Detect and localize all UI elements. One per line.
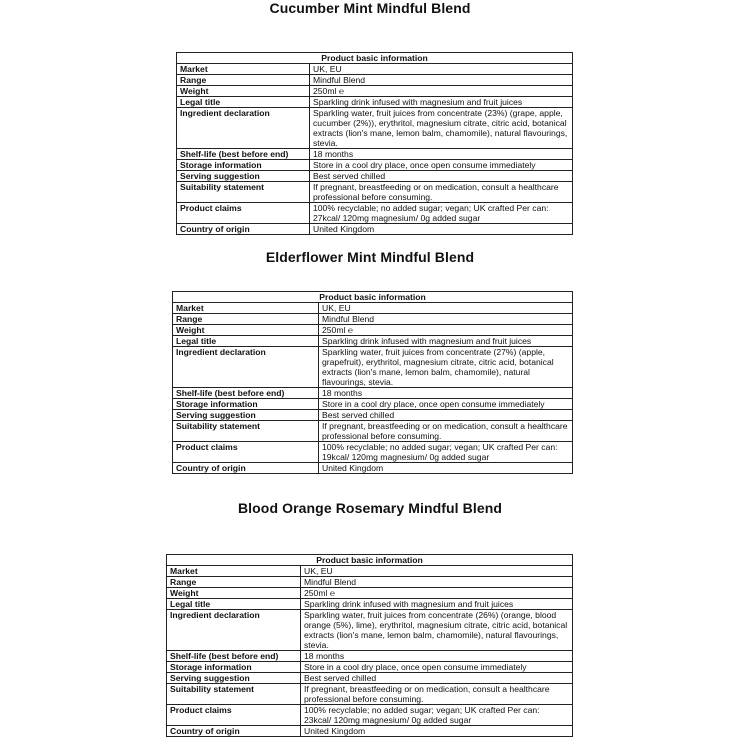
- row-value: If pregnant, breastfeeding or on medication, consult a healthcare professional before consuming.: [301, 684, 573, 705]
- row-value: 250ml ℮: [310, 86, 573, 97]
- table-row: [173, 336, 573, 347]
- table-row: [167, 577, 573, 588]
- table-row: [173, 303, 573, 314]
- table-row: [167, 726, 573, 737]
- row-value: Best served chilled: [301, 673, 573, 684]
- row-value: Sparkling water, fruit juices from concentrate (26%) (orange, blood orange (5%), lime), erythritol, magnesium citrate, citric acid, botanical extracts (lion's mane, lemon balm, chamomile), natural flavourings, stevia.: [301, 610, 573, 651]
- row-value: 100% recyclable; no added sugar; vegan; UK crafted Per can: 27kcal/ 120mg magnesium/ 0g added sugar: [310, 203, 573, 224]
- table-row: [177, 160, 573, 171]
- row-label: Product claims: [177, 203, 310, 224]
- row-value: 100% recyclable; no added sugar; vegan; UK crafted Per can: 23kcal/ 120mg magnesium/ 0g added sugar: [301, 705, 573, 726]
- table-row: [177, 171, 573, 182]
- row-value: Mindful Blend: [319, 314, 573, 325]
- row-label: Market: [177, 64, 310, 75]
- table-row: [173, 463, 573, 474]
- row-value: United Kingdom: [310, 224, 573, 235]
- row-label: Country of origin: [173, 463, 319, 474]
- row-value: UK, EU: [319, 303, 573, 314]
- table-row: [177, 64, 573, 75]
- row-value: Sparkling drink infused with magnesium and fruit juices: [319, 336, 573, 347]
- table-row: [167, 599, 573, 610]
- table-row: [177, 75, 573, 86]
- table-row: [177, 224, 573, 235]
- table-row: [167, 662, 573, 673]
- table-row: [173, 399, 573, 410]
- table-row: [177, 86, 573, 97]
- row-label: Storage information: [167, 662, 301, 673]
- row-value: Mindful Blend: [301, 577, 573, 588]
- row-label: Shelf-life (best before end): [177, 149, 310, 160]
- table-row: [167, 651, 573, 662]
- table-row: [167, 588, 573, 599]
- row-label: Weight: [173, 325, 319, 336]
- table-row: [173, 442, 573, 463]
- table-row: [177, 149, 573, 160]
- row-label: Legal title: [173, 336, 319, 347]
- table-header: Product basic information: [173, 292, 573, 303]
- row-label: Country of origin: [167, 726, 301, 737]
- row-value: If pregnant, breastfeeding or on medication, consult a healthcare professional before consuming.: [319, 421, 573, 442]
- row-label: Shelf-life (best before end): [173, 388, 319, 399]
- row-label: Serving suggestion: [177, 171, 310, 182]
- row-value: Best served chilled: [319, 410, 573, 421]
- table-row: [167, 673, 573, 684]
- table-header: Product basic information: [167, 555, 573, 566]
- product-title-elderflower-mint: Elderflower Mint Mindful Blend: [265, 249, 475, 265]
- row-label: Product claims: [173, 442, 319, 463]
- row-label: Ingredient declaration: [177, 108, 310, 149]
- row-value: 250ml ℮: [319, 325, 573, 336]
- row-value: If pregnant, breastfeeding or on medication, consult a healthcare professional before consuming.: [310, 182, 573, 203]
- row-label: Country of origin: [177, 224, 310, 235]
- table-row: [177, 97, 573, 108]
- row-label: Range: [167, 577, 301, 588]
- table-row: [177, 182, 573, 203]
- row-label: Storage information: [173, 399, 319, 410]
- row-value: United Kingdom: [319, 463, 573, 474]
- table-row: [173, 314, 573, 325]
- row-value: Sparkling water, fruit juices from concentrate (27%) (apple, grapefruit), erythritol, magnesium citrate, citric acid, botanical extracts (lion's mane, lemon balm, chamomile), natural flavourings, stevia.: [319, 347, 573, 388]
- row-label: Ingredient declaration: [167, 610, 301, 651]
- row-label: Shelf-life (best before end): [167, 651, 301, 662]
- row-value: 100% recyclable; no added sugar; vegan; UK crafted Per can: 19kcal/ 120mg magnesium/ 0g added sugar: [319, 442, 573, 463]
- table-row: [177, 203, 573, 224]
- row-label: Weight: [167, 588, 301, 599]
- product-title-cucumber-mint: Cucumber Mint Mindful Blend: [269, 0, 471, 16]
- row-value: Store in a cool dry place, once open consume immediately: [310, 160, 573, 171]
- table-row: [173, 388, 573, 399]
- row-value: United Kingdom: [301, 726, 573, 737]
- row-label: Product claims: [167, 705, 301, 726]
- row-label: Range: [177, 75, 310, 86]
- row-label: Suitability statement: [173, 421, 319, 442]
- row-label: Market: [167, 566, 301, 577]
- row-value: UK, EU: [310, 64, 573, 75]
- row-label: Legal title: [167, 599, 301, 610]
- table-row: [173, 410, 573, 421]
- row-value: 18 months: [319, 388, 573, 399]
- row-label: Suitability statement: [177, 182, 310, 203]
- row-label: Legal title: [177, 97, 310, 108]
- product-info-table-cucumber-mint: [176, 52, 573, 235]
- product-title-blood-orange-rosemary: Blood Orange Rosemary Mindful Blend: [237, 500, 503, 516]
- product-info-table-elderflower-mint: [172, 291, 573, 474]
- row-label: Market: [173, 303, 319, 314]
- row-label: Serving suggestion: [173, 410, 319, 421]
- row-label: Ingredient declaration: [173, 347, 319, 388]
- table-row: [167, 610, 573, 651]
- row-value: Mindful Blend: [310, 75, 573, 86]
- table-row: [177, 108, 573, 149]
- table-header: Product basic information: [177, 53, 573, 64]
- row-label: Serving suggestion: [167, 673, 301, 684]
- row-value: Sparkling drink infused with magnesium and fruit juices: [301, 599, 573, 610]
- row-value: Best served chilled: [310, 171, 573, 182]
- row-value: Store in a cool dry place, once open consume immediately: [301, 662, 573, 673]
- row-value: UK, EU: [301, 566, 573, 577]
- row-value: 18 months: [310, 149, 573, 160]
- row-label: Storage information: [177, 160, 310, 171]
- row-label: Range: [173, 314, 319, 325]
- row-value: 18 months: [301, 651, 573, 662]
- row-value: Sparkling drink infused with magnesium and fruit juices: [310, 97, 573, 108]
- row-label: Weight: [177, 86, 310, 97]
- table-row: [173, 421, 573, 442]
- row-value: Store in a cool dry place, once open consume immediately: [319, 399, 573, 410]
- table-row: [173, 325, 573, 336]
- product-info-table-blood-orange-rosemary: [166, 554, 573, 737]
- table-row: [173, 347, 573, 388]
- table-row: [167, 705, 573, 726]
- row-label: Suitability statement: [167, 684, 301, 705]
- table-row: [167, 566, 573, 577]
- row-value: 250ml ℮: [301, 588, 573, 599]
- table-row: [167, 684, 573, 705]
- row-value: Sparkling water, fruit juices from concentrate (23%) (grape, apple, cucumber (2%)), erythritol, magnesium citrate, citric acid, botanical extracts (lion's mane, lemon balm, chamomile), natural flavourings, stevia.: [310, 108, 573, 149]
